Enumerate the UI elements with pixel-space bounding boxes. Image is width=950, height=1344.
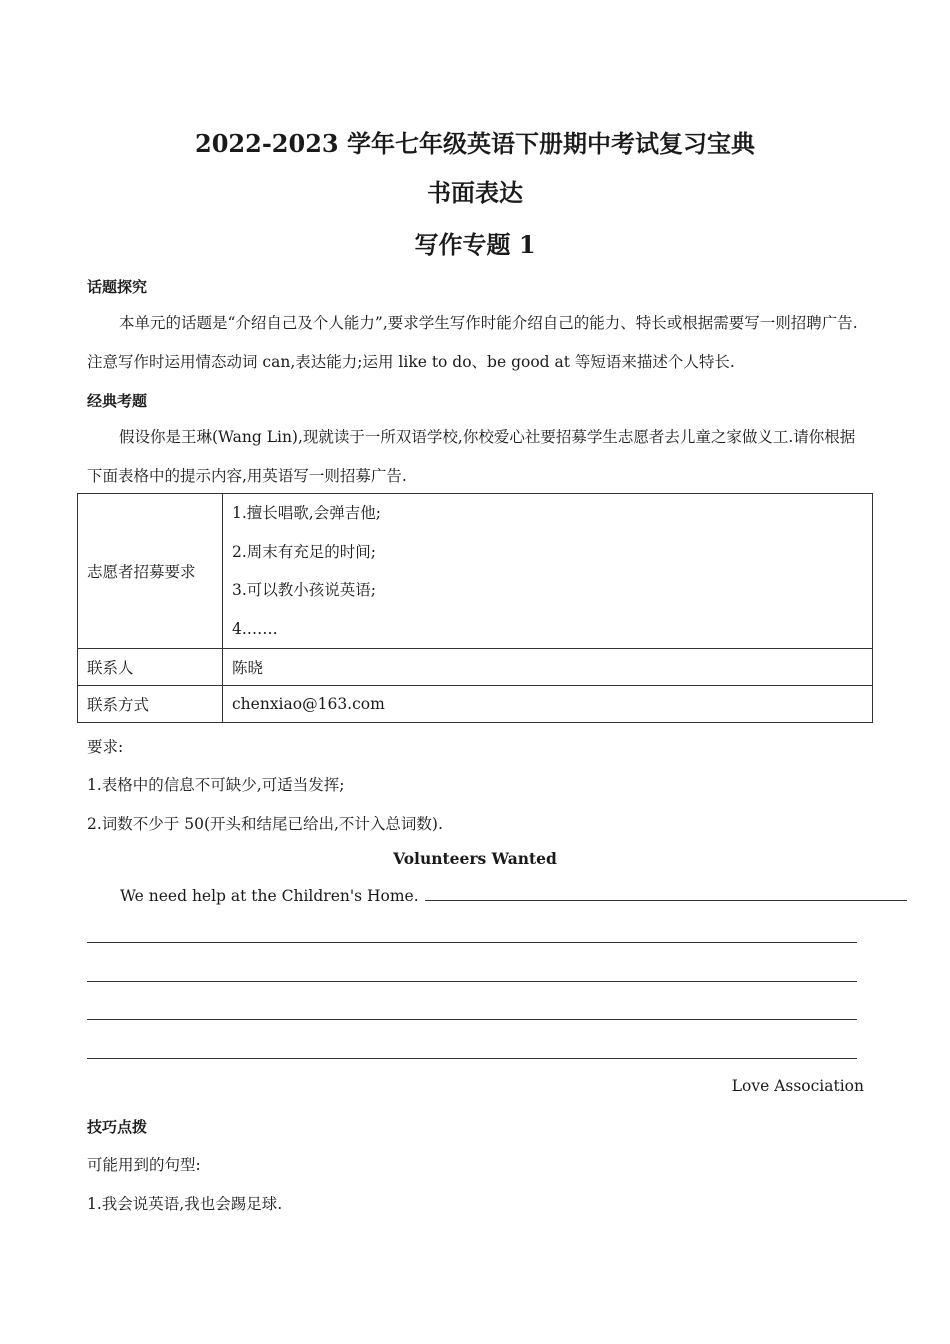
essay-title: Volunteers Wanted bbox=[393, 849, 557, 868]
exam-heading: 经典考题 bbox=[87, 392, 148, 410]
answer-line[interactable] bbox=[87, 981, 857, 982]
essay-opening: We need help at the Children's Home. bbox=[120, 887, 419, 905]
answer-blank[interactable] bbox=[425, 886, 907, 901]
essay-opening-line bbox=[120, 886, 907, 905]
tips-intro: 可能用到的句型: bbox=[87, 1156, 201, 1174]
table-cell-label: 联系方式 bbox=[78, 686, 223, 723]
answer-line[interactable] bbox=[87, 1019, 857, 1020]
recruitment-table bbox=[77, 493, 873, 723]
exam-paragraph: 假设你是王琳(Wang Lin),现就读于一所双语学校,你校爱心社要招募学生志愿者去儿童之家做义工.请你根据下面表格中的提示内容,用英语写一则招募广告. bbox=[87, 428, 856, 485]
answer-line[interactable] bbox=[87, 942, 857, 943]
answer-line[interactable] bbox=[87, 1058, 857, 1059]
requirement-item: 1.擅长唱歌,会弹吉他; bbox=[232, 504, 381, 522]
topic-title: 写作专题 1 bbox=[414, 230, 536, 259]
table-row bbox=[78, 649, 873, 686]
requirement-item: 4.…… bbox=[232, 619, 278, 638]
document-subtitle: 书面表达 bbox=[427, 178, 523, 207]
requirement-note: 1.表格中的信息不可缺少,可适当发挥; bbox=[87, 776, 345, 794]
document-title: 2022-2023 学年七年级英语下册期中考试复习宝典 bbox=[195, 129, 755, 158]
requirement-item: 3.可以教小孩说英语; bbox=[232, 581, 377, 599]
essay-signature: Love Association bbox=[731, 1077, 864, 1095]
table-row bbox=[78, 686, 873, 723]
table-row bbox=[78, 494, 873, 649]
table-cell-label: 志愿者招募要求 bbox=[78, 494, 223, 649]
requirements-heading: 要求: bbox=[87, 738, 124, 756]
table-cell-value: 陈晓 bbox=[223, 649, 873, 686]
table-cell-requirements bbox=[223, 494, 873, 649]
tips-item: 1.我会说英语,我也会踢足球. bbox=[87, 1195, 283, 1213]
requirement-note: 2.词数不少于 50(开头和结尾已给出,不计入总词数). bbox=[87, 815, 443, 833]
topic-paragraph: 本单元的话题是“介绍自己及个人能力”,要求学生写作时能介绍自己的能力、特长或根据需要写一则招聘广告.注意写作时运用情态动词 can,表达能力;运用 like to do、be good at 等短语来描述个人特长. bbox=[87, 314, 858, 371]
tips-heading: 技巧点拨 bbox=[87, 1118, 148, 1136]
table-cell-label: 联系人 bbox=[78, 649, 223, 686]
topic-heading: 话题探究 bbox=[87, 278, 148, 296]
table-cell-value: chenxiao@163.com bbox=[223, 686, 873, 723]
requirement-item: 2.周末有充足的时间; bbox=[232, 542, 377, 561]
